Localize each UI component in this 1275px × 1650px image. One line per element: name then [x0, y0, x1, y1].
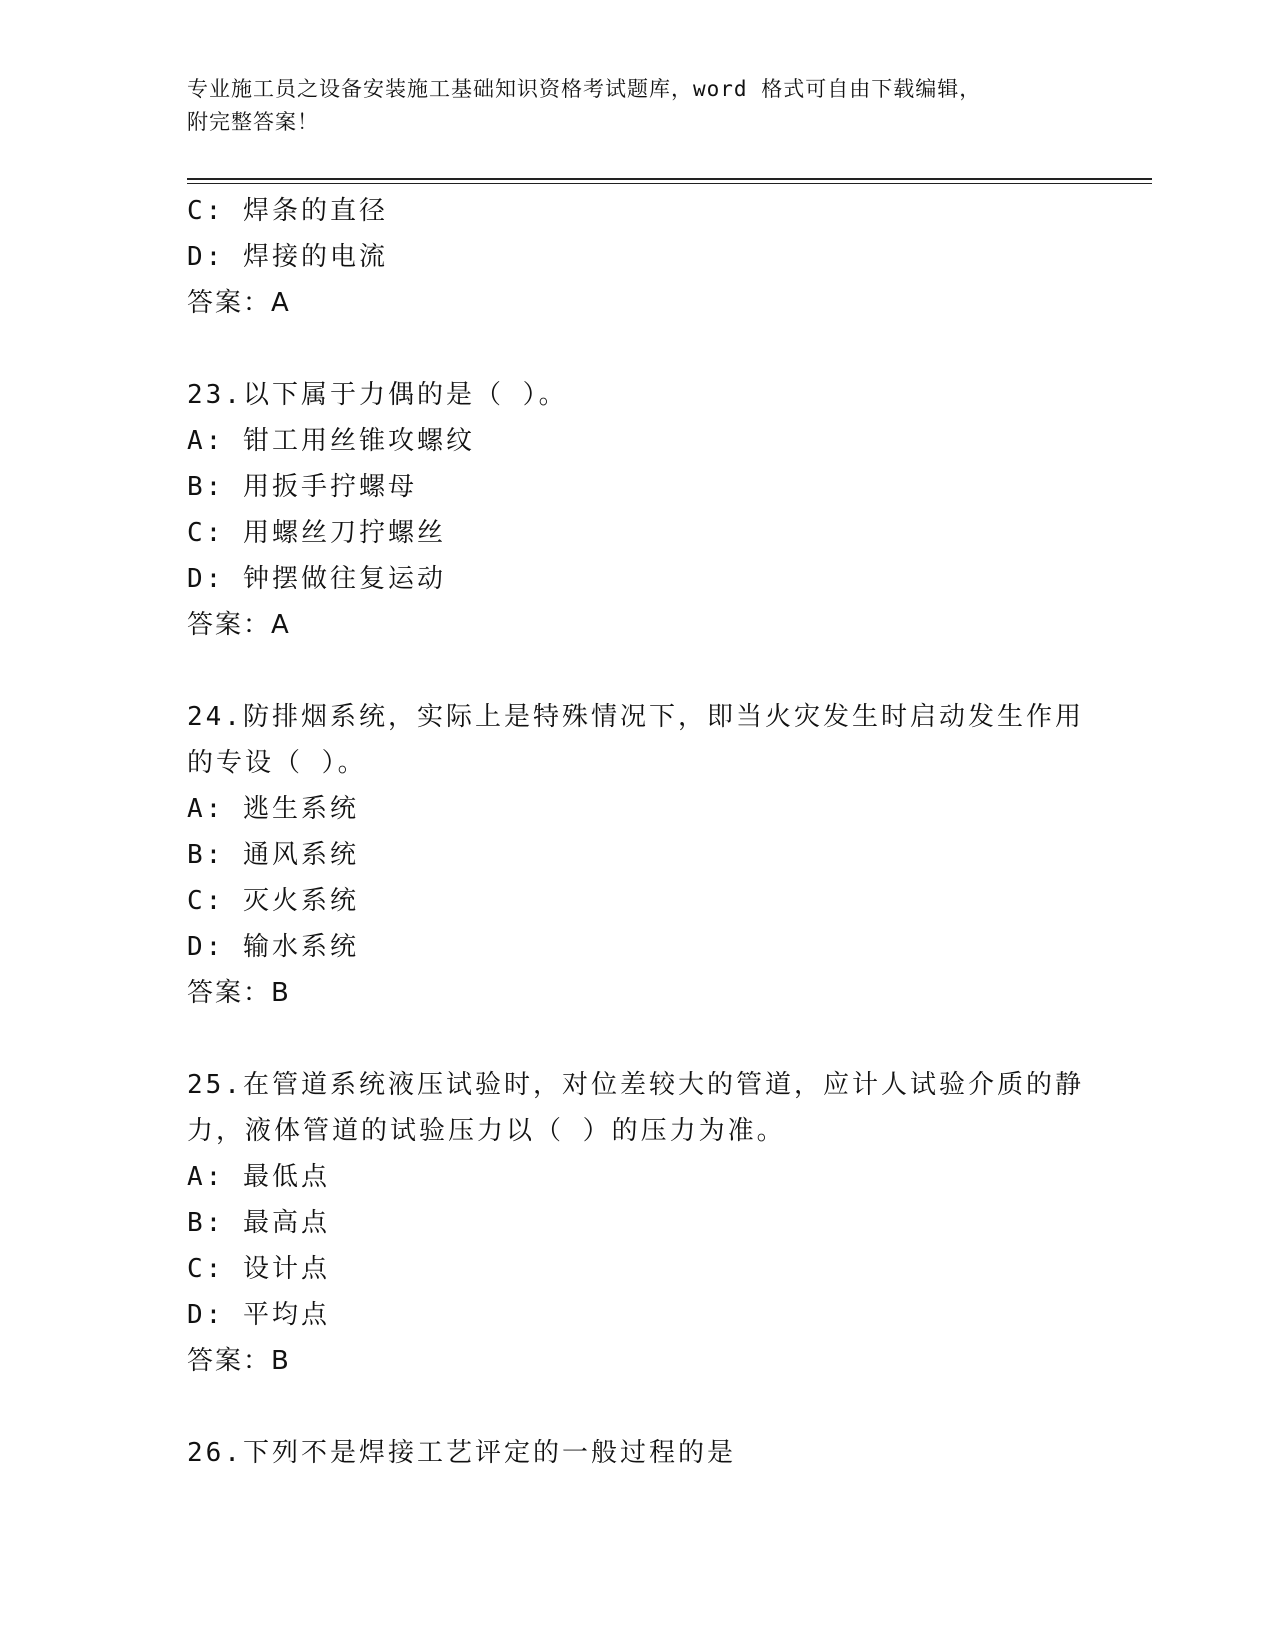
question-25 — [187, 1062, 1087, 1384]
spacer — [187, 1384, 1087, 1430]
option-b: B: 最高点 — [187, 1208, 330, 1238]
header-title-line-1: 专业施工员之设备安装施工基础知识资格考试题库，word 格式可自由下载编辑， — [187, 77, 982, 101]
option-d: D: 焊接的电流 — [187, 242, 388, 272]
question-text-continued: 力，液体管道的试验压力以（ ）的压力为准。 — [187, 1116, 786, 1146]
option-a: A: 钳工用丝锥攻螺纹 — [187, 426, 475, 456]
question-26 — [187, 1430, 1087, 1476]
question-list — [187, 188, 1087, 1476]
question-text: 26.下列不是焊接工艺评定的一般过程的是 — [187, 1438, 736, 1468]
option-a: A: 逃生系统 — [187, 794, 359, 824]
spacer — [187, 648, 1087, 694]
option-d: D: 输水系统 — [187, 932, 359, 962]
option-d: D: 平均点 — [187, 1300, 330, 1330]
question-24 — [187, 694, 1087, 1016]
previous-question-tail — [187, 188, 1087, 326]
header-divider-thin — [187, 183, 1152, 184]
option-c: C: 设计点 — [187, 1254, 330, 1284]
spacer — [187, 1016, 1087, 1062]
option-c: C: 灭火系统 — [187, 886, 359, 916]
answer-line: 答案：A — [187, 610, 291, 640]
question-text: 25.在管道系统液压试验时，对位差较大的管道，应计人试验介质的静 — [187, 1070, 1084, 1100]
option-b: B: 用扳手拧螺母 — [187, 472, 417, 502]
question-text: 23.以下属于力偶的是（ ）。 — [187, 380, 568, 410]
question-23 — [187, 372, 1087, 648]
header-title-line-2: 附完整答案！ — [187, 110, 319, 134]
option-d: D: 钟摆做往复运动 — [187, 564, 446, 594]
option-c: C: 用螺丝刀拧螺丝 — [187, 518, 446, 548]
answer-line: 答案：B — [187, 978, 291, 1008]
answer-line: 答案：B — [187, 1346, 291, 1376]
spacer — [187, 326, 1087, 372]
option-a: A: 最低点 — [187, 1162, 330, 1192]
page-header — [187, 73, 1087, 139]
header-divider-thick — [187, 178, 1152, 180]
question-text: 24.防排烟系统，实际上是特殊情况下，即当火灾发生时启动发生作用 — [187, 702, 1084, 732]
option-b: B: 通风系统 — [187, 840, 359, 870]
option-c: C: 焊条的直径 — [187, 196, 388, 226]
question-text-continued: 的专设（ ）。 — [187, 748, 367, 778]
answer-line: 答案：A — [187, 288, 291, 318]
